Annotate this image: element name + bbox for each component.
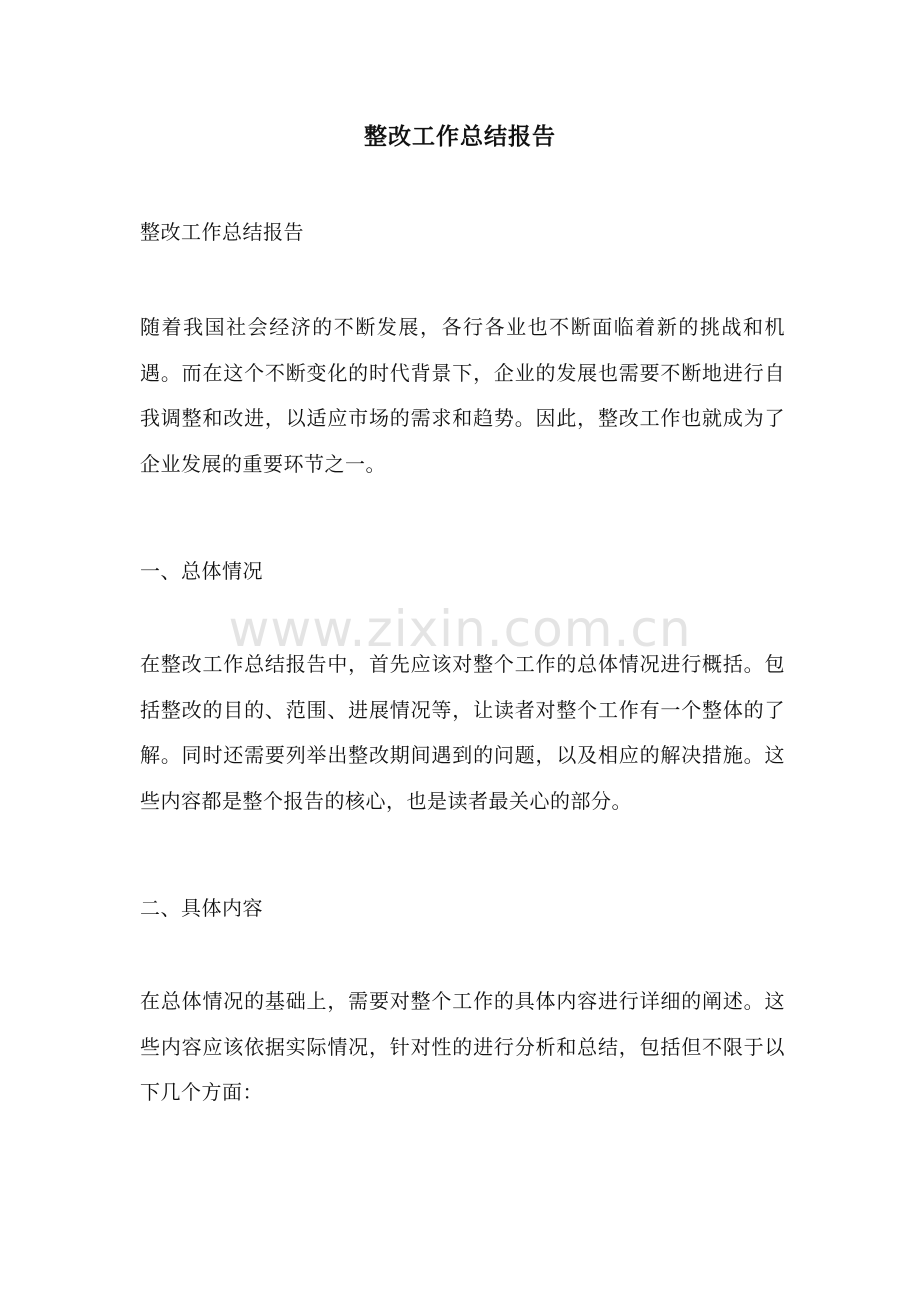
section-heading-overview: 一、总体情况: [140, 559, 263, 583]
section-heading-details: 二、具体内容: [140, 896, 263, 920]
section-body-details: 在总体情况的基础上，需要对整个工作的具体内容进行详细的阐述。这些内容应该依据实际情况，针对性的进行分析和总结，包括但不限于以下几个方面：: [140, 989, 785, 1104]
intro-paragraph: 随着我国社会经济的不断发展，各行各业也不断面临着新的挑战和机遇。而在这个不断变化的时代背景下，企业的发展也需要不断地进行自我调整和改进，以适应市场的需求和趋势。因此，整改工作也就成为了企业发展的重要环节之一。: [140, 315, 785, 476]
document-subtitle: 整改工作总结报告: [140, 220, 304, 244]
document-title: 整改工作总结报告: [364, 123, 556, 150]
section-body-overview: 在整改工作总结报告中，首先应该对整个工作的总体情况进行概括。包括整改的目的、范围、进展情况等，让读者对整个工作有一个整体的了解。同时还需要列举出整改期间遇到的问题，以及相应的解决措施。这些内容都是整个报告的核心，也是读者最关心的部分。: [140, 652, 785, 813]
watermark: www.zixin.com.cn: [228, 600, 692, 658]
